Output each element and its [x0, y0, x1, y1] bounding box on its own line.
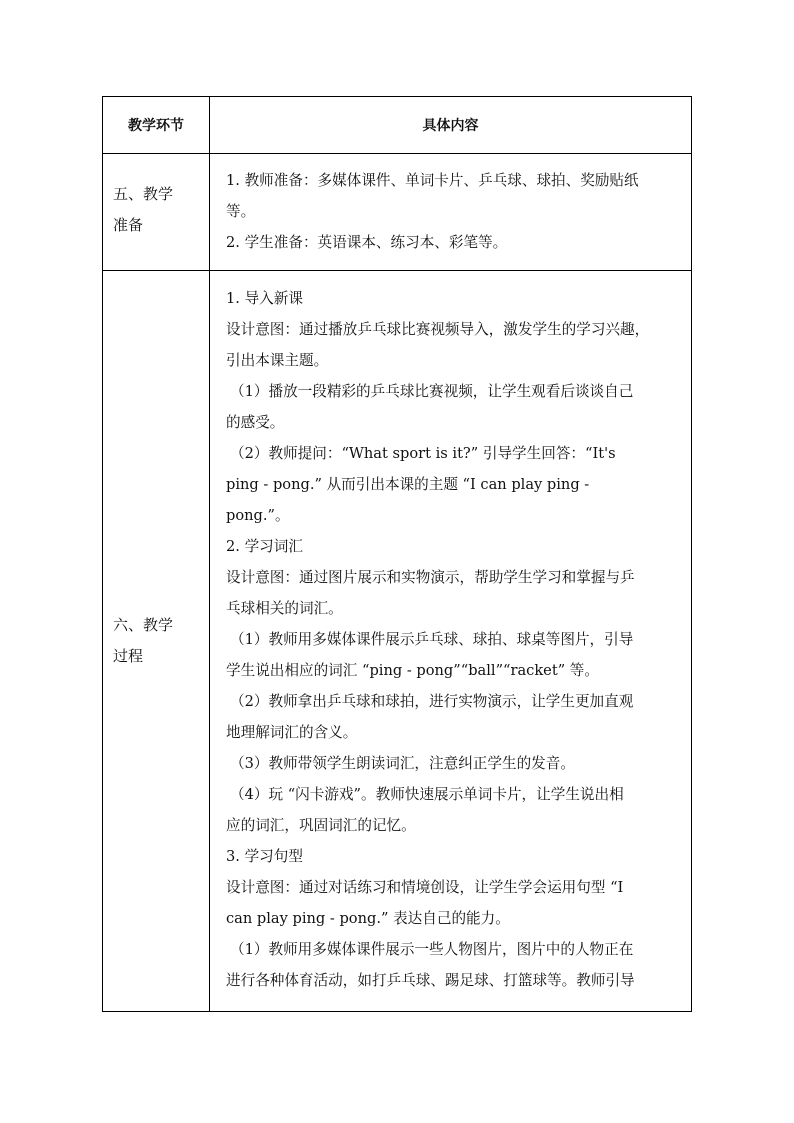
- row-label-process: [113, 610, 203, 672]
- row-label-line: 五、教学: [113, 185, 174, 203]
- preparation-content: [226, 165, 678, 258]
- text-line: 设计意图：通过图片展示和实物演示，帮助学生学习和掌握与乒: [226, 569, 635, 586]
- text-line: （2）教师拿出乒乓球和球拍，进行实物演示，让学生更加直观: [230, 693, 634, 710]
- text-line: 引出本课主题。: [226, 352, 329, 369]
- text-line: （4）玩 “闪卡游戏”。教师快速展示单词卡片，让学生说出相: [230, 786, 624, 803]
- header-teaching-stage: 教学环节: [128, 118, 184, 134]
- text-line: pong.”。: [226, 507, 290, 524]
- text-line: 学生说出相应的词汇 “ping - pong”“ball”“racket” 等。: [226, 662, 599, 679]
- text-line: 2. 学生准备：英语课本、练习本、彩笔等。: [226, 234, 508, 251]
- section-heading: 2. 学习词汇: [226, 538, 303, 555]
- section-heading: 3. 学习句型: [226, 848, 303, 865]
- process-content: [226, 283, 678, 996]
- lesson-plan-table: [102, 96, 692, 1012]
- row-label-line: 准备: [113, 216, 144, 234]
- text-line: （1）播放一段精彩的乒乓球比赛视频，让学生观看后谈谈自己: [230, 383, 634, 400]
- text-line: 乓球相关的词汇。: [226, 600, 343, 617]
- row-label-line: 过程: [113, 647, 144, 665]
- text-line: 设计意图：通过播放乒乓球比赛视频导入，激发学生的学习兴趣，: [226, 321, 650, 338]
- text-line: 的感受。: [226, 414, 285, 431]
- section-heading: 1. 导入新课: [226, 290, 303, 307]
- column-divider: [209, 97, 210, 1011]
- text-line: （2）教师提问：“What sport is it?” 引导学生回答：“It's: [230, 445, 616, 462]
- row-label-preparation: [113, 179, 203, 241]
- text-line: （3）教师带领学生朗读词汇，注意纠正学生的发音。: [230, 755, 575, 772]
- text-line: 地理解词汇的含义。: [226, 724, 358, 741]
- text-line: （1）教师用多媒体课件展示一些人物图片，图片中的人物正在: [230, 941, 634, 958]
- row-divider: [103, 270, 691, 271]
- text-line: 1. 教师准备：多媒体课件、单词卡片、乒乓球、球拍、奖励贴纸: [226, 172, 639, 189]
- text-line: （1）教师用多媒体课件展示乒乓球、球拍、球桌等图片，引导: [230, 631, 634, 648]
- text-line: 设计意图：通过对话练习和情境创设，让学生学会运用句型 “I: [226, 879, 624, 896]
- text-line: 等。: [226, 203, 256, 220]
- text-line: ping - pong.” 从而引出本课的主题 “I can play ping -: [226, 476, 590, 493]
- text-line: 进行各种体育活动，如打乒乓球、踢足球、打篮球等。教师引导: [226, 972, 635, 989]
- text-line: 应的词汇，巩固词汇的记忆。: [226, 817, 416, 834]
- header-specific-content: 具体内容: [422, 118, 479, 134]
- row-label-line: 六、教学: [113, 616, 174, 634]
- text-line: can play ping - pong.” 表达自己的能力。: [226, 910, 510, 927]
- row-divider: [103, 153, 691, 154]
